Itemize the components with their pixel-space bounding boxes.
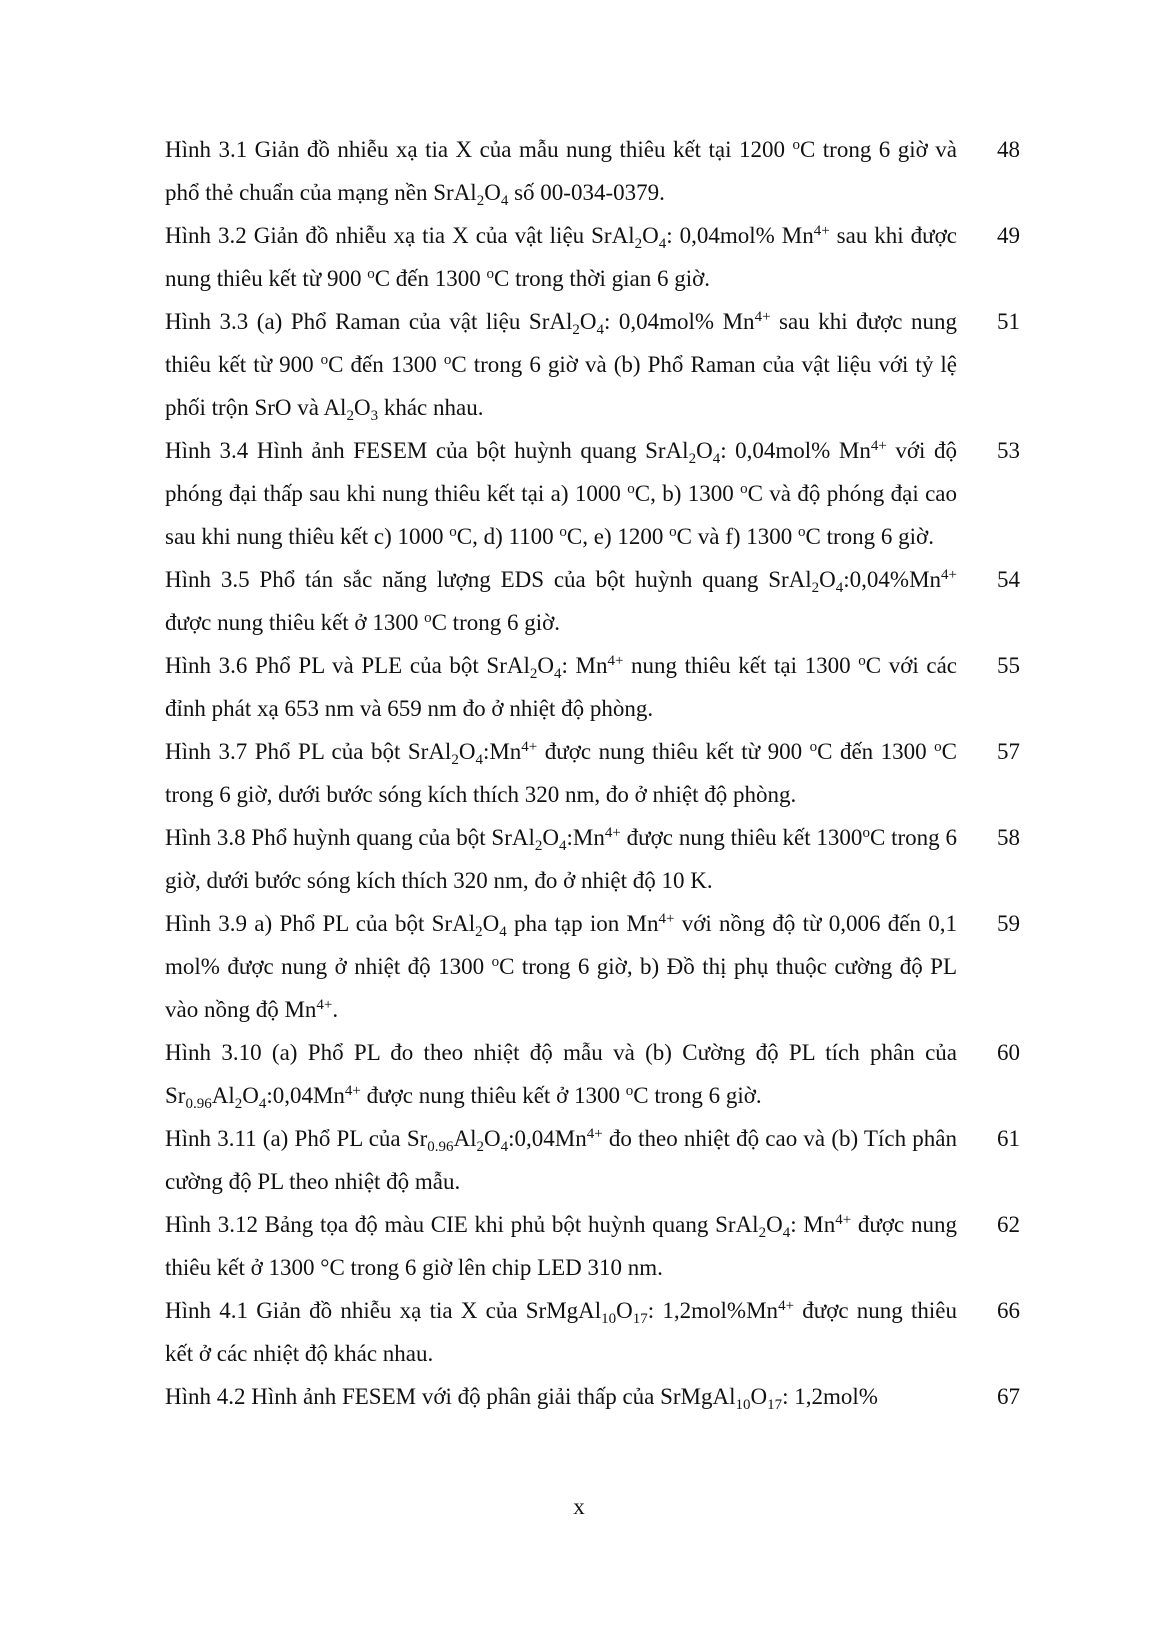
figure-entry xyxy=(165,902,1020,1031)
figure-entry xyxy=(165,644,1020,730)
figure-caption: Hình 3.11 (a) Phổ PL của $Sr_{0.96}Al_2O_4:0,04Mn^{4+}$ đo theo nhiệt độ cao và (b) Tích phân cường độ PL theo nhiệt độ mẫu. xyxy=(165,1126,957,1194)
figure-caption: Hình 3.3 (a) Phổ Raman của vật liệu $SrAl_2O_4$: 0,04mol% $Mn^{4+}$ sau khi được nung thiêu kết từ 900 $^o$C đến 1300 $^o$C trong 6 giờ và (b) Phổ Raman của vật liệu với tỷ lệ phối trộn SrO và $Al_2O_3$ khác nhau. xyxy=(165,309,958,424)
list-of-figures xyxy=(165,128,1020,1418)
figure-caption: Hình 3.10 (a) Phổ PL đo theo nhiệt độ mẫu và (b) Cường độ PL tích phân của $Sr_{0.96}Al_2O_4:0,04Mn^{4+}$ được nung thiêu kết ở 1300 $^o$C trong 6 giờ. xyxy=(165,1040,957,1112)
figure-entry xyxy=(165,429,1020,558)
figure-page-number: 62 xyxy=(997,1212,1020,1237)
figure-page-number: 60 xyxy=(997,1040,1020,1065)
figure-page-number: 54 xyxy=(997,567,1020,592)
figure-page-number: 59 xyxy=(997,911,1020,936)
figure-caption: Hình 3.2 Giản đồ nhiễu xạ tia X của vật liệu $SrAl_2O_4$: 0,04mol% $Mn^{4+}$ sau khi được nung thiêu kết từ 900 $^o$C đến 1300 $^o$C trong thời gian 6 giờ. xyxy=(165,223,958,291)
figure-caption: Hình 3.5 Phổ tán sắc năng lượng EDS của bột huỳnh quang $SrAl_2O_4:0,04\%Mn^{4+}$ được nung thiêu kết ở 1300 $^o$C trong 6 giờ. xyxy=(165,567,957,635)
figure-caption: Hình 3.6 Phổ PL và PLE của bột $SrAl_2O_4$: $Mn^{4+}$ nung thiêu kết tại 1300 $^o$C với các đỉnh phát xạ 653 nm và 659 nm đo ở nhiệt độ phòng. xyxy=(165,653,957,721)
figure-caption: Hình 4.1 Giản đồ nhiễu xạ tia X của $SrMgAl_{10}O_{17}$: $1,2mol\%Mn^{4+}$ được nung thiêu kết ở các nhiệt độ khác nhau. xyxy=(165,1298,958,1366)
figure-entry xyxy=(165,1203,1020,1289)
figure-page-number: 55 xyxy=(997,653,1020,678)
figure-page-number: 57 xyxy=(997,739,1020,764)
figure-caption: Hình 4.2 Hình ảnh FESEM với độ phân giải thấp của $SrMgAl_{10}O_{17}$: 1,2mol% xyxy=(165,1384,878,1413)
figure-page-number: 53 xyxy=(997,438,1020,463)
figure-caption: Hình 3.8 Phổ huỳnh quang của bột $SrAl_2O_4:Mn^{4+}$ được nung thiêu kết 1300$^o$C trong 6 giờ, dưới bước sóng kích thích 320 nm, đo ở nhiệt độ 10 K. xyxy=(165,825,958,893)
figure-page-number: 61 xyxy=(997,1126,1020,1151)
figure-caption: Hình 3.4 Hình ảnh FESEM của bột huỳnh quang $SrAl_2O_4$: 0,04mol% $Mn^{4+}$ với độ phóng đại thấp sau khi nung thiêu kết tại a) 1000 $^o$C, b) 1300 $^o$C và độ phóng đại cao sau khi nung thiêu kết c) 1000 $^o$C, d) 1100 $^o$C, e) 1200 $^o$C và f) 1300 $^o$C trong 6 giờ. xyxy=(165,438,957,549)
figure-entry xyxy=(165,1031,1020,1117)
figure-caption: Hình 3.1 Giản đồ nhiễu xạ tia X của mẫu nung thiêu kết tại 1200 $^o$C trong 6 giờ và phổ thẻ chuẩn của mạng nền $SrAl_2O_4$ số 00-034-0379. xyxy=(165,137,957,209)
figure-caption: Hình 3.9 a) Phổ PL của bột $SrAl_2O_4$ pha tạp ion $Mn^{4+}$ với nồng độ từ 0,006 đến 0,1 mol% được nung ở nhiệt độ 1300 $^o$C trong 6 giờ, b) Đồ thị phụ thuộc cường độ PL vào nồng độ $Mn^{4+}$. xyxy=(165,911,958,1022)
figure-page-number: 58 xyxy=(997,825,1020,850)
figure-entry xyxy=(165,300,1020,429)
figure-entry xyxy=(165,214,1020,300)
figure-entry xyxy=(165,1117,1020,1203)
figure-entry xyxy=(165,730,1020,816)
figure-caption: Hình 3.7 Phổ PL của bột $SrAl_2O_4:Mn^{4+}$ được nung thiêu kết từ 900 $^o$C đến 1300 $^o$C trong 6 giờ, dưới bước sóng kích thích 320 nm, đo ở nhiệt độ phòng. xyxy=(165,739,958,807)
figure-entry xyxy=(165,558,1020,644)
figure-entry xyxy=(165,1375,1020,1418)
figure-entry xyxy=(165,128,1020,214)
figure-entry xyxy=(165,816,1020,902)
figure-page-number: 66 xyxy=(997,1298,1020,1323)
figure-caption: Hình 3.12 Bảng tọa độ màu CIE khi phủ bột huỳnh quang $SrAl_2O_4$: $Mn^{4+}$ được nung thiêu kết ở 1300 °C trong 6 giờ lên chip LED 310 nm. xyxy=(165,1212,957,1280)
page-number-footer: x xyxy=(573,1494,585,1519)
figure-page-number: 67 xyxy=(997,1384,1020,1409)
figure-page-number: 48 xyxy=(997,137,1020,162)
figure-entry xyxy=(165,1289,1020,1375)
figure-page-number: 51 xyxy=(997,309,1020,334)
figure-page-number: 49 xyxy=(997,223,1020,248)
